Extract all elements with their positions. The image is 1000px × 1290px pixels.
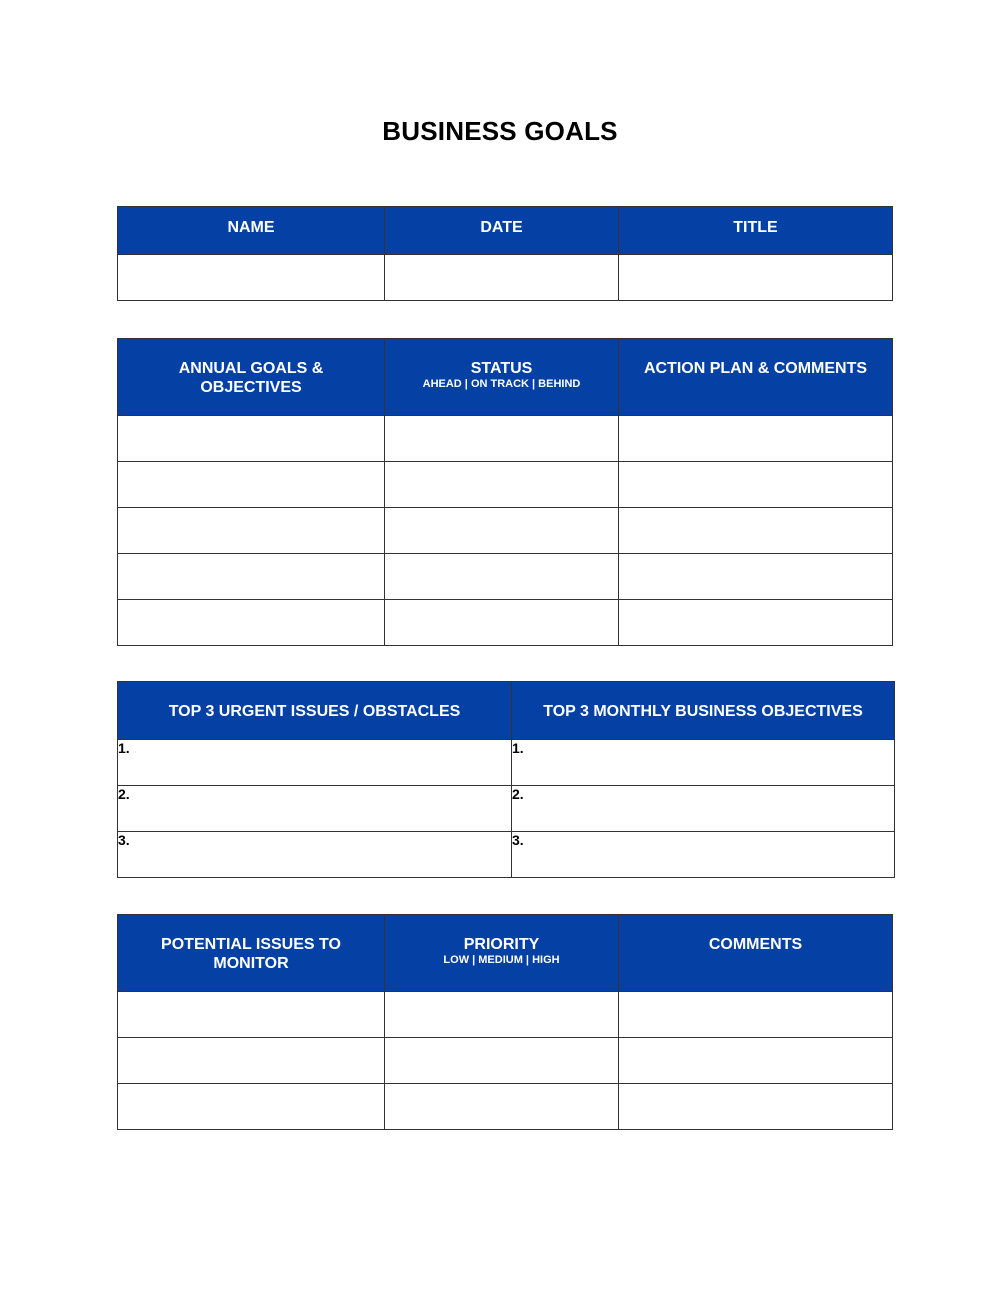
header-priority-options: LOW | MEDIUM | HIGH: [443, 954, 560, 966]
header-priority: [385, 915, 619, 992]
urgent-issues-table: [117, 681, 895, 878]
annual-goals-table: [117, 338, 893, 646]
header-action-plan: [619, 339, 893, 416]
date-field[interactable]: [385, 255, 619, 301]
table-row: [118, 416, 893, 462]
page-title: BUSINESS GOALS: [382, 116, 618, 146]
action-plan-cell[interactable]: [619, 462, 893, 508]
header-comments-label: COMMENTS: [708, 936, 803, 953]
header-name: NAME: [118, 207, 385, 255]
header-priority-label: PRIORITY: [463, 936, 540, 953]
potential-issue-cell[interactable]: [118, 1038, 385, 1084]
issues-header-row: [118, 682, 895, 740]
table-row: [118, 786, 895, 832]
action-plan-cell[interactable]: [619, 600, 893, 646]
comments-cell[interactable]: [619, 1084, 893, 1130]
status-cell[interactable]: [385, 416, 619, 462]
monitor-header-row: [118, 915, 893, 992]
header-annual-goals-label: ANNUAL GOALS & OBJECTIVES: [178, 360, 324, 396]
urgent-issue-3-cell[interactable]: 3.: [118, 832, 512, 878]
status-cell[interactable]: [385, 554, 619, 600]
title-field[interactable]: [619, 255, 893, 301]
urgent-issue-2-cell[interactable]: 2.: [118, 786, 512, 832]
table-row: [118, 462, 893, 508]
goal-cell[interactable]: [118, 416, 385, 462]
goals-header-row: [118, 339, 893, 416]
header-monthly-objectives: TOP 3 MONTHLY BUSINESS OBJECTIVES: [512, 682, 895, 740]
priority-cell[interactable]: [385, 992, 619, 1038]
monthly-objective-1-cell[interactable]: 1.: [512, 740, 895, 786]
action-plan-cell[interactable]: [619, 508, 893, 554]
potential-issue-cell[interactable]: [118, 1084, 385, 1130]
action-plan-cell[interactable]: [619, 554, 893, 600]
header-status-options: AHEAD | ON TRACK | BEHIND: [422, 378, 581, 390]
status-cell[interactable]: [385, 462, 619, 508]
goal-cell[interactable]: [118, 600, 385, 646]
info-header-row: [118, 207, 893, 255]
header-date: DATE: [385, 207, 619, 255]
priority-cell[interactable]: [385, 1038, 619, 1084]
monthly-objective-3-cell[interactable]: 3.: [512, 832, 895, 878]
info-table: [117, 206, 893, 301]
header-status-label: STATUS: [470, 360, 533, 377]
status-cell[interactable]: [385, 600, 619, 646]
goal-cell[interactable]: [118, 554, 385, 600]
header-comments: [619, 915, 893, 992]
header-potential-issues-label: POTENTIAL ISSUES TO MONITOR: [161, 936, 341, 972]
table-row: [118, 992, 893, 1038]
table-row: [118, 1084, 893, 1130]
header-potential-issues: [118, 915, 385, 992]
table-row: [118, 1038, 893, 1084]
header-status: [385, 339, 619, 416]
table-row: [118, 832, 895, 878]
status-cell[interactable]: [385, 508, 619, 554]
header-urgent-issues: TOP 3 URGENT ISSUES / OBSTACLES: [118, 682, 512, 740]
comments-cell[interactable]: [619, 1038, 893, 1084]
name-field[interactable]: [118, 255, 385, 301]
action-plan-cell[interactable]: [619, 416, 893, 462]
urgent-issue-1-cell[interactable]: 1.: [118, 740, 512, 786]
goal-cell[interactable]: [118, 508, 385, 554]
header-annual-goals: [118, 339, 385, 416]
comments-cell[interactable]: [619, 992, 893, 1038]
table-row: [118, 554, 893, 600]
priority-cell[interactable]: [385, 1084, 619, 1130]
header-title: TITLE: [619, 207, 893, 255]
monthly-objective-2-cell[interactable]: 2.: [512, 786, 895, 832]
goal-cell[interactable]: [118, 462, 385, 508]
potential-issue-cell[interactable]: [118, 992, 385, 1038]
table-row: [118, 740, 895, 786]
info-entry-row: [118, 255, 893, 301]
table-row: [118, 600, 893, 646]
header-action-plan-label: ACTION PLAN & COMMENTS: [643, 360, 868, 377]
table-row: [118, 508, 893, 554]
potential-issues-table: [117, 914, 893, 1130]
